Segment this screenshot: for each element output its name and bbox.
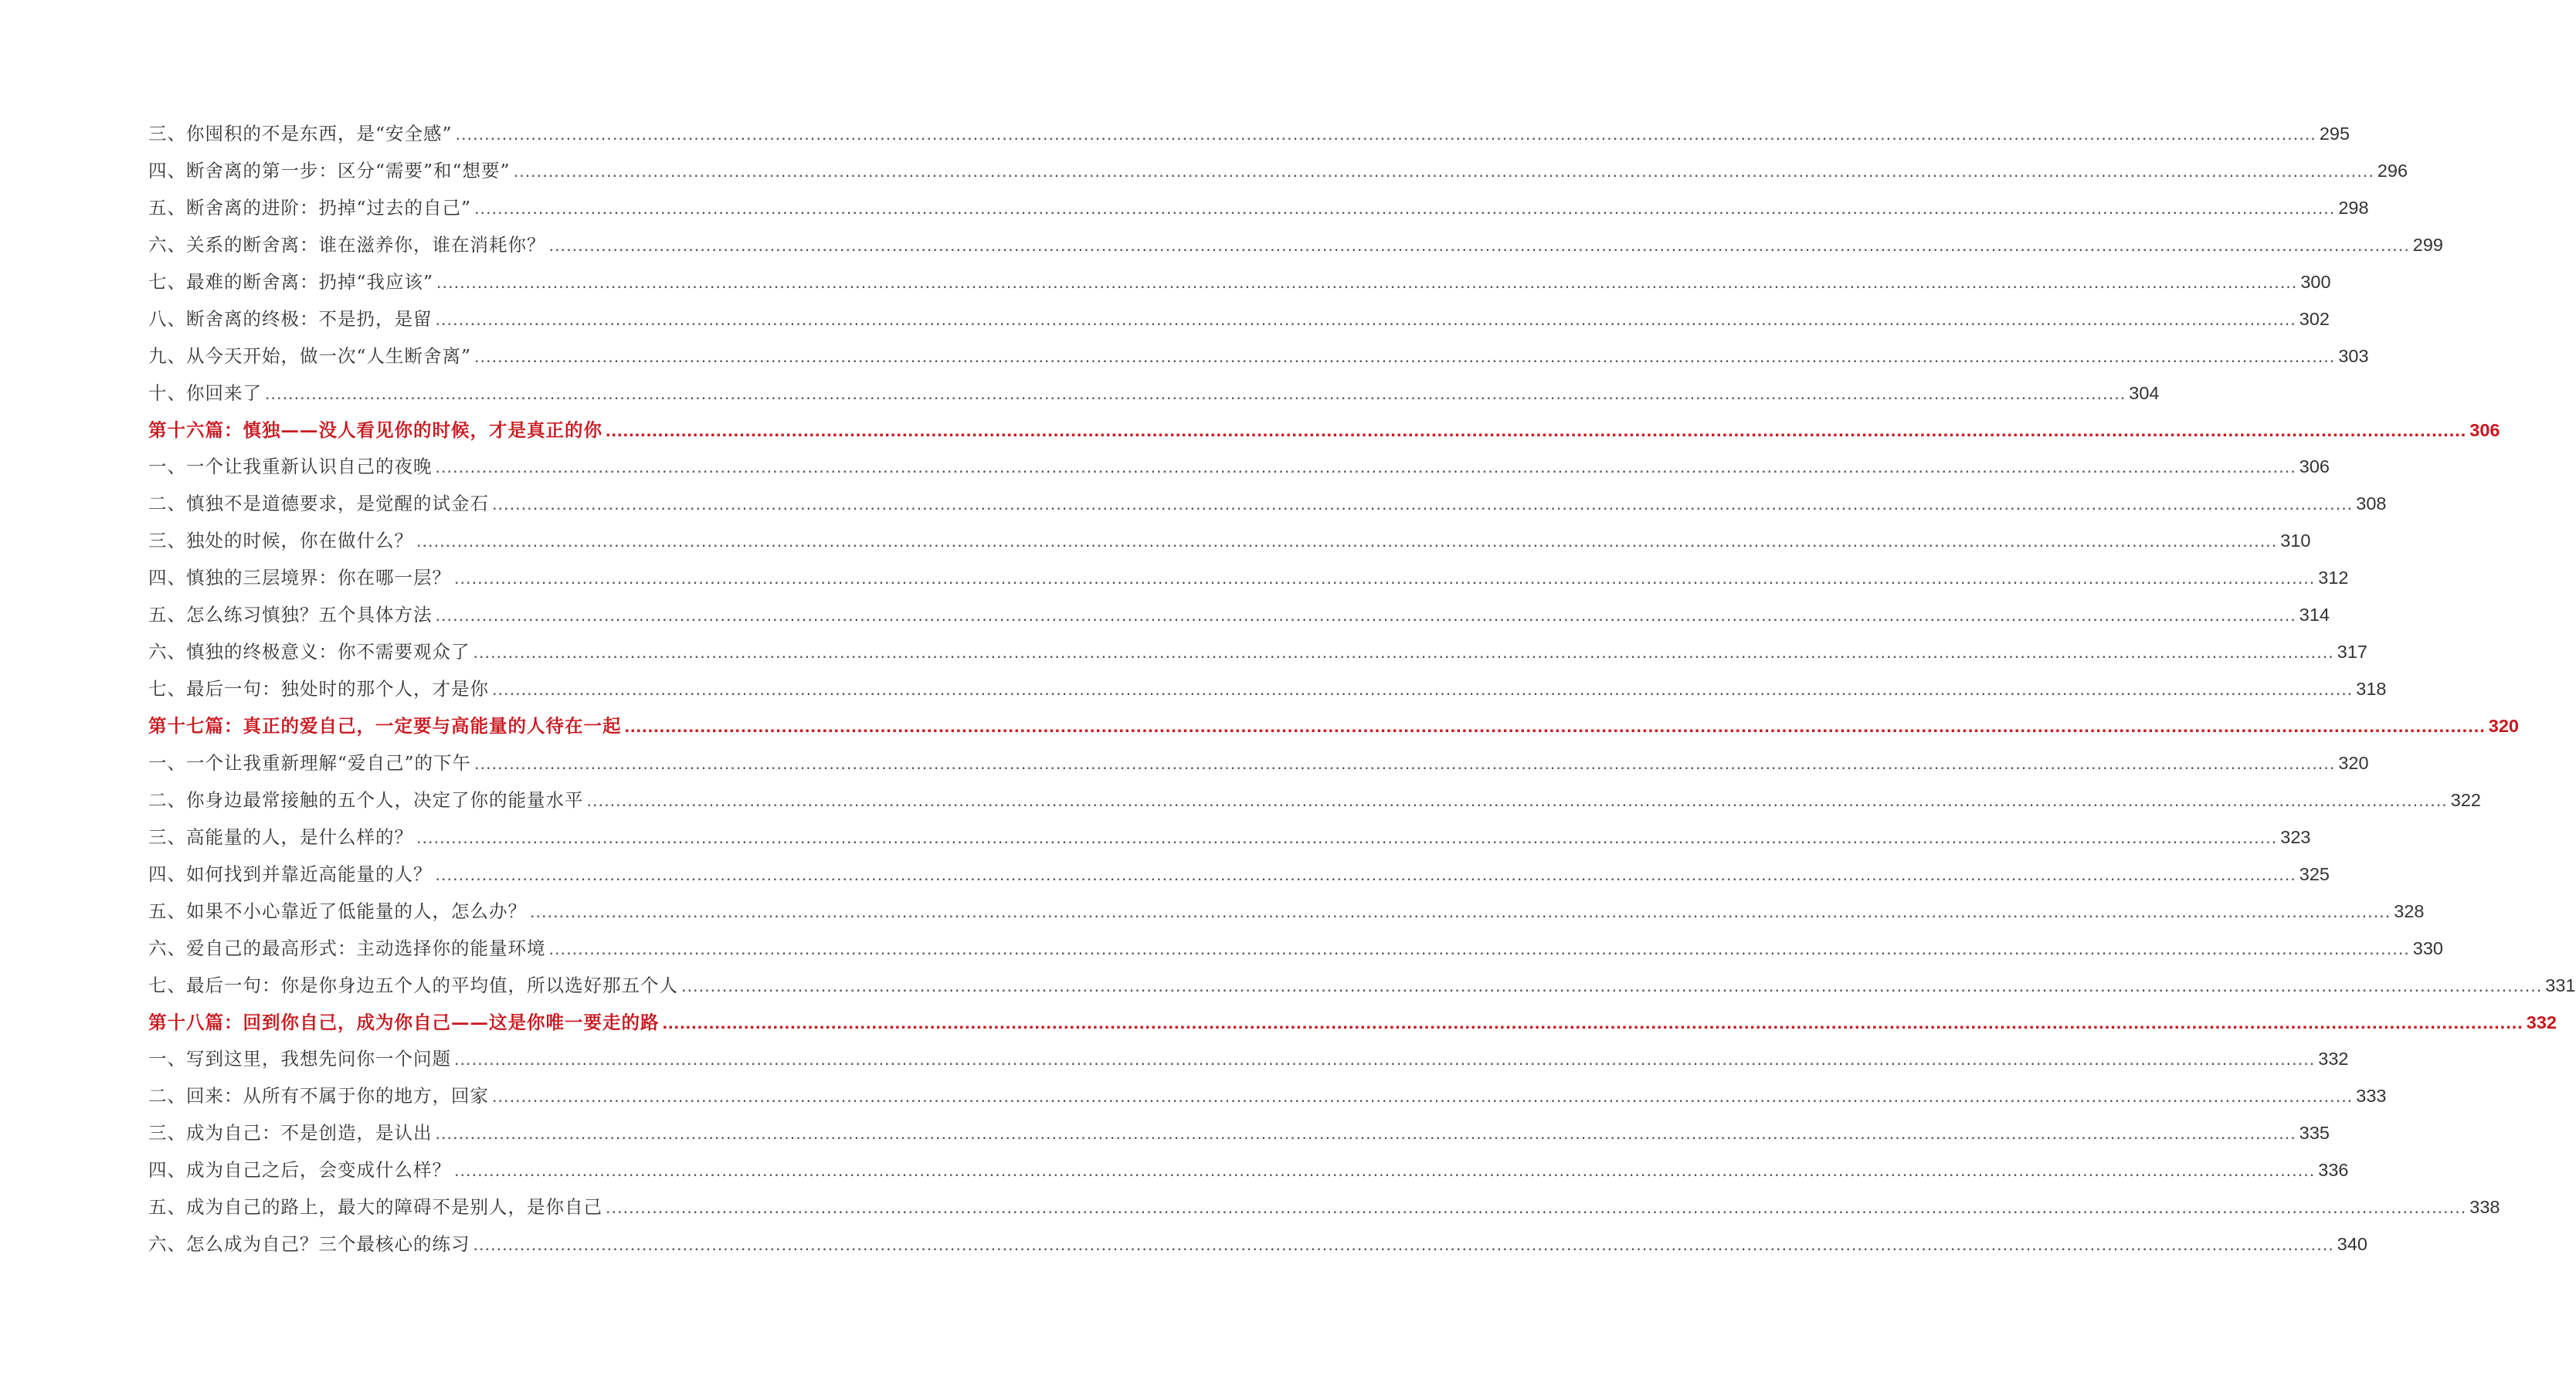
- page-number: 323: [2280, 826, 2311, 847]
- page-number: 318: [2356, 679, 2387, 700]
- dot-leader: ................................................................................................................................................................................................................................................................................................................................: [435, 456, 2296, 477]
- section-title: 三、你囤积的不是东西，是“安全感”: [148, 123, 453, 144]
- dot-leader: ................................................................................................................................................................................................................................................................................................................................: [474, 345, 2336, 366]
- section-title: 一、写到这里，我想先问你一个问题: [148, 1048, 451, 1070]
- dot-leader: ................................................................................................................................................................................................................................................................................................................................: [416, 531, 2278, 551]
- page-number: 300: [2300, 271, 2331, 292]
- toc-section-entry[interactable]: [148, 897, 2425, 934]
- toc-section-entry[interactable]: [148, 489, 2387, 526]
- section-title: 一、一个让我重新认识自己的夜晚: [148, 456, 433, 478]
- dot-leader: ................................................................................................................................................................................................................................................................................................................................: [662, 1012, 2523, 1032]
- toc-section-entry[interactable]: [148, 378, 2160, 415]
- section-title: 一、一个让我重新理解“爱自己”的下午: [148, 751, 472, 774]
- section-title: 五、怎么练习慎独？五个具体方法: [148, 604, 433, 626]
- toc-section-entry[interactable]: [148, 526, 2311, 563]
- dot-leader: ................................................................................................................................................................................................................................................................................................................................: [265, 382, 2126, 403]
- toc-section-entry[interactable]: [148, 1155, 2349, 1192]
- page-number: 336: [2318, 1160, 2349, 1181]
- dot-leader: ................................................................................................................................................................................................................................................................................................................................: [416, 826, 2278, 847]
- toc-section-entry[interactable]: [148, 193, 2369, 230]
- page-number: 330: [2412, 937, 2444, 958]
- page-number: 296: [2377, 160, 2408, 181]
- toc-section-entry[interactable]: [148, 267, 2331, 304]
- section-title: 六、关系的断舍离：谁在滋养你，谁在消耗你？: [148, 233, 546, 256]
- page-number: 314: [2299, 605, 2330, 626]
- page-number: 303: [2338, 345, 2369, 366]
- toc-section-entry[interactable]: [148, 971, 2576, 1008]
- dot-leader: ................................................................................................................................................................................................................................................................................................................................: [473, 642, 2334, 663]
- dot-leader: ................................................................................................................................................................................................................................................................................................................................: [435, 1123, 2296, 1144]
- page-number: 331: [2545, 975, 2576, 995]
- dot-leader: ................................................................................................................................................................................................................................................................................................................................: [473, 1234, 2334, 1255]
- dot-leader: ................................................................................................................................................................................................................................................................................................................................: [624, 716, 2486, 736]
- toc-section-entry[interactable]: [148, 1229, 2368, 1266]
- page-number: 333: [2356, 1086, 2387, 1107]
- dot-leader: ................................................................................................................................................................................................................................................................................................................................: [530, 900, 2391, 921]
- dot-leader: ................................................................................................................................................................................................................................................................................................................................: [455, 124, 2316, 144]
- chapter-title: 第十八篇：回到你自己，成为你自己——这是你唯一要走的路: [148, 1011, 660, 1033]
- section-title: 四、如何找到并靠近高能量的人？: [148, 863, 433, 885]
- section-title: 六、怎么成为自己？三个最核心的练习: [148, 1233, 470, 1256]
- toc-section-entry[interactable]: [148, 1118, 2330, 1155]
- toc-section-entry[interactable]: [148, 748, 2369, 785]
- section-title: 七、最难的断舍离：扔掉“我应该”: [148, 270, 434, 293]
- dot-leader: ................................................................................................................................................................................................................................................................................................................................: [548, 937, 2410, 958]
- section-title: 十、你回来了: [148, 381, 262, 404]
- page-number: 340: [2337, 1234, 2368, 1255]
- section-title: 七、最后一句：独处时的那个人，才是你: [148, 678, 489, 700]
- toc-section-entry[interactable]: [148, 600, 2330, 637]
- page-number: 299: [2412, 234, 2444, 255]
- toc-section-entry[interactable]: [148, 563, 2349, 600]
- section-title: 三、独处的时候，你在做什么？: [148, 530, 413, 552]
- section-title: 二、慎独不是道德要求，是觉醒的试金石: [148, 493, 489, 515]
- section-title: 五、断舍离的进阶：扔掉“过去的自己”: [148, 196, 472, 219]
- page-number: 310: [2280, 531, 2311, 551]
- chapter-title: 第十六篇：慎独——没人看见你的时候，才是真正的你: [148, 419, 602, 441]
- dot-leader: ................................................................................................................................................................................................................................................................................................................................: [606, 419, 2467, 440]
- toc-section-entry[interactable]: [148, 859, 2330, 897]
- page-number: 302: [2299, 308, 2330, 329]
- toc-section-entry[interactable]: [148, 119, 2350, 156]
- page-number: 306: [2469, 419, 2500, 440]
- toc-section-entry[interactable]: [148, 452, 2330, 489]
- section-title: 六、慎独的终极意义：你不需要观众了: [148, 641, 470, 663]
- dot-leader: ................................................................................................................................................................................................................................................................................................................................: [436, 271, 2298, 292]
- dot-leader: ................................................................................................................................................................................................................................................................................................................................: [606, 1197, 2467, 1218]
- chapter-title: 第十七篇：真正的爱自己，一定要与高能量的人待在一起: [148, 715, 622, 737]
- page-number: 308: [2356, 493, 2387, 514]
- dot-leader: ................................................................................................................................................................................................................................................................................................................................: [435, 863, 2296, 884]
- page-number: 312: [2318, 568, 2349, 588]
- toc-section-entry[interactable]: [148, 341, 2369, 378]
- toc-section-entry[interactable]: [148, 1081, 2387, 1118]
- dot-leader: ................................................................................................................................................................................................................................................................................................................................: [454, 1160, 2316, 1181]
- dot-leader: ................................................................................................................................................................................................................................................................................................................................: [454, 568, 2316, 588]
- section-title: 二、回来：从所有不属于你的地方，回家: [148, 1085, 489, 1107]
- toc-section-entry[interactable]: [148, 156, 2408, 193]
- toc-section-entry[interactable]: [148, 637, 2368, 674]
- page-number: 304: [2129, 382, 2160, 403]
- section-title: 七、最后一句：你是你身边五个人的平均值，所以选好那五个人: [148, 974, 678, 996]
- toc-chapter-entry[interactable]: [148, 415, 2500, 453]
- page-number: 328: [2394, 900, 2425, 921]
- section-title: 五、成为自己的路上，最大的障碍不是别人，是你自己: [148, 1196, 602, 1219]
- dot-leader: ................................................................................................................................................................................................................................................................................................................................: [492, 679, 2354, 700]
- dot-leader: ................................................................................................................................................................................................................................................................................................................................: [492, 1086, 2354, 1107]
- toc-section-entry[interactable]: [148, 1192, 2500, 1229]
- dot-leader: ................................................................................................................................................................................................................................................................................................................................: [548, 234, 2410, 255]
- dot-leader: ................................................................................................................................................................................................................................................................................................................................: [586, 789, 2448, 810]
- toc-section-entry[interactable]: [148, 934, 2444, 971]
- page-number: 295: [2319, 124, 2350, 144]
- dot-leader: ................................................................................................................................................................................................................................................................................................................................: [435, 605, 2296, 626]
- section-title: 四、成为自己之后，会变成什么样？: [148, 1159, 451, 1182]
- page-number: 317: [2337, 642, 2368, 663]
- page-number: 338: [2469, 1197, 2500, 1218]
- toc-chapter-entry[interactable]: [148, 1008, 2557, 1045]
- section-title: 八、断舍离的终极：不是扔，是留: [148, 307, 433, 330]
- section-title: 四、断舍离的第一步：区分“需要”和“想要”: [148, 159, 511, 181]
- dot-leader: ................................................................................................................................................................................................................................................................................................................................: [435, 308, 2296, 329]
- toc-section-entry[interactable]: [148, 304, 2330, 341]
- section-title: 五、如果不小心靠近了低能量的人，怎么办？: [148, 900, 527, 922]
- page-number: 320: [2338, 752, 2369, 773]
- page-number: 332: [2318, 1049, 2349, 1070]
- dot-leader: ................................................................................................................................................................................................................................................................................................................................: [474, 752, 2336, 773]
- page-number: 298: [2338, 197, 2369, 218]
- dot-leader: ................................................................................................................................................................................................................................................................................................................................: [492, 493, 2354, 514]
- section-title: 二、你身边最常接触的五个人，决定了你的能量水平: [148, 788, 584, 811]
- dot-leader: ................................................................................................................................................................................................................................................................................................................................: [454, 1049, 2316, 1070]
- section-title: 六、爱自己的最高形式：主动选择你的能量环境: [148, 937, 546, 959]
- section-title: 四、慎独的三层境界：你在哪一层？: [148, 567, 451, 589]
- toc-section-entry[interactable]: [148, 1044, 2349, 1081]
- page-number: 325: [2299, 863, 2330, 884]
- table-of-contents: [148, 119, 2576, 1266]
- page-number: 306: [2299, 456, 2330, 477]
- page-number: 320: [2488, 716, 2520, 736]
- page-number: 332: [2526, 1012, 2557, 1032]
- toc-section-entry[interactable]: [148, 822, 2311, 859]
- dot-leader: ................................................................................................................................................................................................................................................................................................................................: [474, 197, 2336, 218]
- section-title: 九、从今天开始，做一次“人生断舍离”: [148, 344, 472, 367]
- section-title: 三、高能量的人，是什么样的？: [148, 826, 413, 848]
- page-number: 335: [2299, 1123, 2330, 1144]
- toc-chapter-entry[interactable]: [148, 711, 2520, 748]
- toc-section-entry[interactable]: [148, 674, 2387, 711]
- section-title: 三、成为自己：不是创造，是认出: [148, 1122, 433, 1144]
- dot-leader: ................................................................................................................................................................................................................................................................................................................................: [681, 975, 2543, 995]
- page-number: 322: [2450, 789, 2482, 810]
- dot-leader: ................................................................................................................................................................................................................................................................................................................................: [513, 160, 2374, 181]
- toc-section-entry[interactable]: [148, 230, 2444, 267]
- toc-section-entry[interactable]: [148, 785, 2482, 822]
